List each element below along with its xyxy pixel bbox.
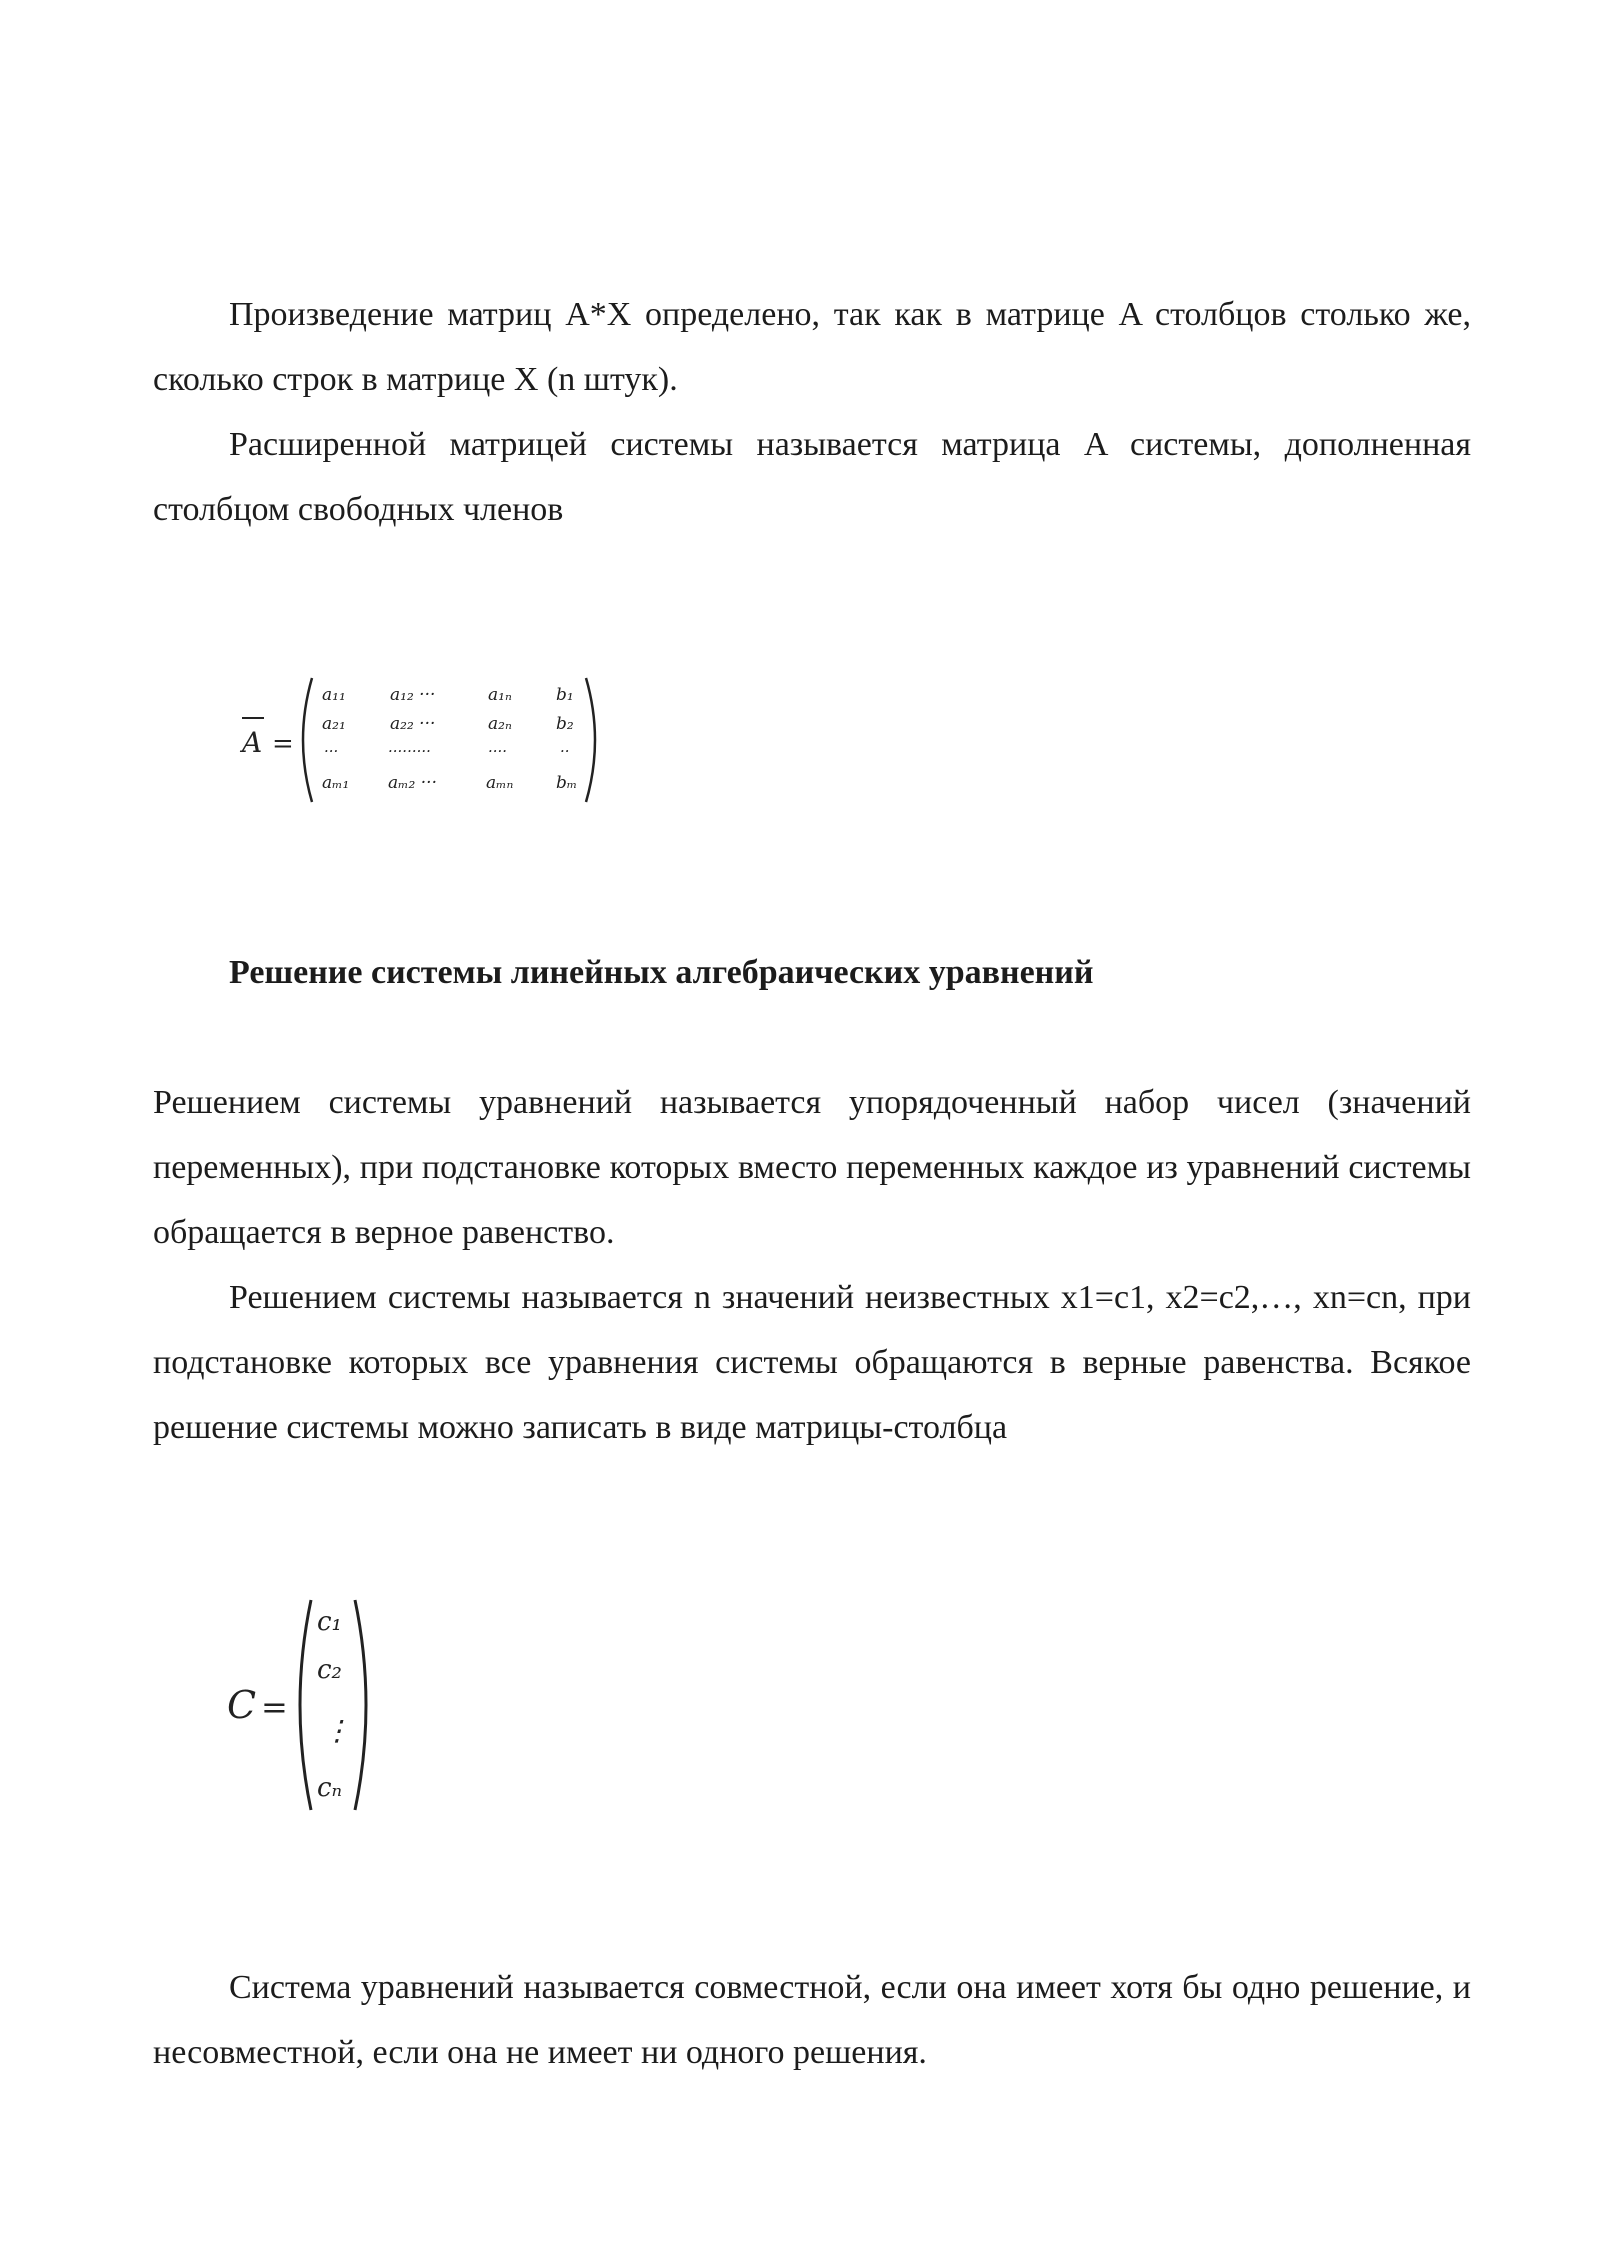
matrix-a-cell: aₘₙ: [486, 773, 514, 793]
augmented-matrix-svg: [230, 670, 610, 810]
paragraph-solution-definition: Решением системы уравнений называется упорядоченный набор чисел (значений переменных), при подстановке которых вместо переменных каждое из уравнений системы обращается в верное равенство.: [153, 1084, 1471, 1251]
column-matrix-svg: [225, 1590, 385, 1820]
right-parenthesis: [355, 1600, 366, 1810]
matrix-a-cell: ···: [324, 742, 339, 760]
matrix-c-cell: cₙ: [317, 1773, 343, 1803]
matrix-a-cell: aₘ₂ ···: [388, 773, 437, 793]
matrix-a-cell: b₂: [556, 714, 574, 734]
paragraph-matrix-product: Произведение матриц A*X определено, так как в матрице A столбцов столько же, сколько строк в матрице X (n штук).: [153, 296, 1471, 398]
matrix-c-cell: ⋮: [323, 1714, 351, 1747]
matrix-a-cell: b₁: [556, 685, 574, 705]
matrix-a-cell: a₁₂ ···: [390, 685, 436, 705]
matrix-a-cell: a₁ₙ: [488, 685, 512, 705]
matrix-c-equals: =: [261, 1688, 288, 1726]
section-heading: Решение системы линейных алгебраических уравнений: [229, 954, 1094, 991]
matrix-a-cell: a₂ₙ: [488, 714, 512, 734]
paragraph-augmented-matrix: Расширенной матрицей системы называется матрица A системы, дополненная столбцом свободных членов: [153, 426, 1471, 528]
right-parenthesis: [586, 678, 595, 802]
matrix-c-cell: c₂: [317, 1655, 342, 1685]
matrix-a-cell: a₂₁: [322, 714, 346, 734]
paragraph-solution-values: Решением системы называется n значений неизвестных x1=c1, x2=c2,…, xn=cn, при подстановке которых все уравнения системы обращаются в верные равенства. Всякое решение системы можно записать в виде матрицы-столбца: [153, 1279, 1471, 1446]
matrix-a-cell: bₘ: [556, 773, 578, 793]
matrix-c-cell: c₁: [317, 1607, 342, 1637]
paragraph-consistent-system: Система уравнений называется совместной, если она имеет хотя бы одно решение, и несовместной, если она не имеет ни одного решения.: [153, 1969, 1471, 2071]
column-matrix-formula: [225, 1590, 385, 1824]
matrix-a-cell: ····: [488, 742, 508, 760]
matrix-a-cell: ··: [560, 742, 570, 760]
matrix-c-label: C: [227, 1683, 257, 1727]
matrix-a-cell: ·········: [388, 742, 431, 760]
left-parenthesis: [300, 1600, 311, 1810]
matrix-a-cell: aₘ₁: [322, 773, 350, 793]
augmented-matrix-formula: [230, 670, 610, 814]
matrix-a-cell: a₁₁: [322, 685, 346, 705]
left-parenthesis: [303, 678, 312, 802]
matrix-a-label: A: [242, 726, 263, 759]
matrix-a-cell: a₂₂ ···: [390, 714, 436, 734]
matrix-a-equals: =: [272, 729, 294, 759]
